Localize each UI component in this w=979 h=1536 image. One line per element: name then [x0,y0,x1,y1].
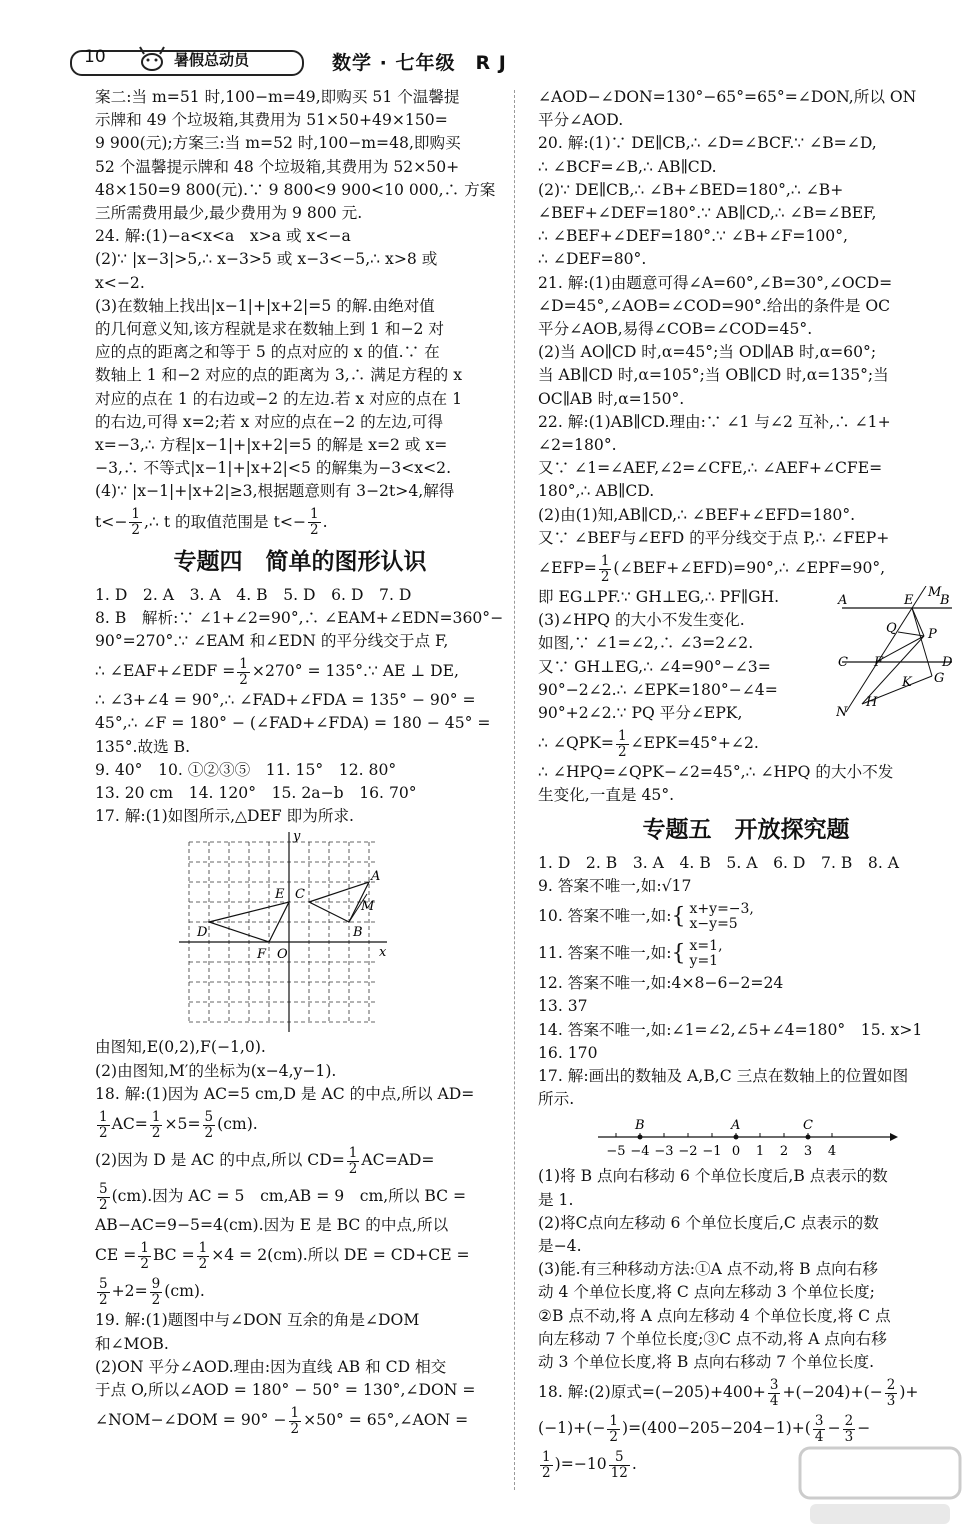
subject-title: 数学 · 七年级 R J [332,52,507,74]
numerator: 5 [204,1108,214,1125]
point-label: M [361,899,375,915]
text-line: 和∠MOB. [95,1334,169,1353]
paren: ) [554,1455,561,1474]
tick-label: 4 [827,1144,837,1160]
denominator: 2 [542,1464,551,1481]
denominator: 4 [814,1428,824,1445]
point-label: H [866,695,878,710]
text-line [95,1106,505,1142]
text-line: 9 900(元);方案三:当 m=52 时,100−m=48,即购买 [95,134,461,153]
text-run: ×50° = 65°,∠AON = [303,1411,469,1430]
text-line: 由图知,E(0,2),F(−1,0). [95,1038,266,1057]
text-run: =(400−205−204−1)+ [628,1419,805,1438]
fraction [203,1110,216,1141]
text-line: 所示. [538,1090,575,1109]
watermark-logo [790,1440,970,1530]
fraction [599,554,612,585]
denominator: 2 [609,1428,618,1445]
denominator: 12 [610,1464,628,1481]
denominator: 3 [844,1428,854,1445]
numerator: 1 [99,1108,108,1125]
text-run: t<− [95,512,128,531]
text-line: 90°−2∠2.∴ ∠EPK=180°−∠4= [538,680,778,699]
text-line: 数轴上 1 和−2 对应的点的距离为 3,∴ 满足方程的 x [95,366,463,385]
point-label: O [277,947,288,963]
brace: { [671,904,686,930]
brace: { [671,941,686,967]
text-line: (3)能.有三种移动方法:①A 点不动,将 B 点向右移 [538,1260,878,1279]
text-line: 即 EG⊥PF.∵ GH⊥EG,∴ PF∥GH. [538,588,780,607]
numerator: 1 [542,1448,551,1465]
text-run: (2)因为 D 是 AC 的中点,所以 CD= [95,1151,345,1170]
text-run: =−10 [560,1455,607,1474]
text-line: ∴ ∠BEF+∠DEF=180°.∵ ∠B+∠F=100°, [538,227,848,246]
text-run: 11. 答案不唯一,如: [538,944,672,963]
equation: y=1 [689,953,719,970]
point-label: A [731,1118,741,1134]
point-label: E [275,887,285,903]
text-line: ∠BEF+∠DEF=180°.∵ AB∥CD,∴ ∠B=∠BEF, [538,204,877,223]
text-line: (3)在数轴上找出|x−1|+|x+2|=5 的解.由绝对值 [95,296,435,315]
numerator: 1 [198,1239,208,1256]
denominator: 2 [204,1124,214,1141]
text-line [95,1402,505,1438]
text-run: 10. 答案不唯一,如: [538,907,672,926]
text-line: (2)当 AO∥CD 时,α=45°;当 OD∥AB 时,α=60°; [538,343,877,362]
text-run: ∴ ∠EAF+∠EDF = [95,662,236,681]
denominator: 2 [290,1420,300,1437]
numerator: 1 [600,552,610,569]
paren: ) [899,1383,906,1402]
fraction [885,1378,898,1409]
denominator: 2 [198,1255,208,1272]
paren: ) [621,1419,629,1438]
denominator: 2 [99,1291,108,1308]
text-run: CE = [95,1246,137,1265]
text-line [538,898,954,935]
text-line: 24. 解:(1)−a<x<a x>a 或 x<−a [95,227,351,246]
point-label: G [934,671,945,686]
fraction [616,729,629,760]
text-run: AC= [111,1115,148,1134]
fraction [237,657,250,688]
text-line: 19. 解:(1)题图中与∠DON 互余的角是∠DOM [95,1311,420,1330]
numerator: 1 [617,727,627,744]
fraction [197,1241,210,1272]
tick-label: 3 [803,1144,813,1160]
numerator: 3 [814,1412,824,1429]
fraction [289,1406,302,1437]
text-line: 18. 解:(1)因为 AC=5 cm,D 是 AC 的中点,所以 AD= [95,1084,475,1103]
paren: (− [863,1383,883,1402]
tick-label: −5 [606,1144,626,1160]
text-line: 180°,∴ AB∥CD. [538,482,655,501]
right-column [538,86,954,1482]
text-line: 48×150=9 800(元).∵ 9 800<9 900<10 000,∴ 方案 [95,180,496,199]
text-line: (2)由(1)知,AB∥CD,∴ ∠BEF+∠EFD=180°. [538,505,856,524]
text-line: (2)∵ DE∥CB,∴ ∠B+∠BED=180°,∴ ∠B+ [538,180,844,199]
denominator: 2 [140,1255,149,1272]
text-line: 于点 O,所以∠AOD = 180° − 50° = 130°,∠DON = [95,1380,476,1399]
text-line [538,935,954,972]
series-title: 暑假总动员 [174,51,250,69]
numerator: 1 [309,506,319,523]
tick-label: −4 [630,1144,650,1160]
text-line: −3,∴ 不等式|x−1|+|x+2|<5 的解集为−3<x<2. [95,459,452,478]
fraction [97,1110,110,1141]
tick-label: 1 [755,1144,765,1160]
text-line: ∠2=180°. [538,436,617,455]
text-line: 13. 20 cm 14. 120° 15. 2a−b 16. 70° [95,784,417,803]
text-line [538,1374,954,1410]
text-line: ∴ ∠3+∠4 = 90°,∴ ∠FAD+∠FDA = 135° − 90° = [95,691,476,710]
point-label: D [197,925,208,941]
text-line: 动 3 个单位长度,将 B 点向右移动 7 个单位长度. [538,1352,875,1371]
denominator: 2 [617,743,627,760]
fraction [347,1146,360,1177]
numerator: 5 [99,1180,108,1197]
text-line: 应的点的距离之和等于 5 的点对应的 x 的值.∵ 在 [95,343,440,362]
text-line [95,504,505,540]
text-line: ∴ ∠BCF=∠B,∴ AB∥CD. [538,157,717,176]
point-label: Q [886,621,897,636]
text-run: ∠EFP= [538,559,597,578]
fraction [138,1241,151,1272]
text-line: 8. B 解析:∵ ∠1+∠2=90°,∴ ∠EAM+∠EDN=360°− [95,608,504,627]
text-line: 的右边,可得 x=2;若 x 对应的点在−2 的左边,可得 [95,412,444,431]
numerator: 1 [290,1404,300,1421]
denominator: 2 [600,568,610,585]
point-label: P [928,627,937,642]
text-run: (∠BEF+∠EFD)=90°,∴ ∠EPF=90°, [613,559,886,578]
numerator: 2 [844,1412,854,1429]
text-line: ∠AOD−∠DON=130°−65°=65°=∠DON,所以 ON [538,88,917,106]
text-line [95,1237,505,1273]
text-line: 动 4 个单位长度,将 C 点向左移动 3 个单位长度; [538,1283,875,1302]
text-run: ∠EPK=45°+∠2. [630,734,759,753]
tick-label: −2 [678,1144,698,1160]
numerator: 9 [151,1275,161,1292]
page-number: 10 [84,47,106,67]
text-line: (1)将 B 点向右移动 6 个单位长度后,B 点表示的数 [538,1167,888,1186]
text-line: 平分∠AOD. [538,111,624,130]
text-run: (−1)+ [538,1419,587,1438]
parallel-lines-figure [836,586,956,716]
text-run: (cm).因为 AC = 5 cm,AB = 9 cm,所以 BC = [111,1187,467,1206]
text-line: 13. 37 [538,997,588,1016]
text-line: 9. 答案不唯一,如:√17 [538,876,692,895]
fraction [768,1378,781,1409]
text-run: ∠NOM−∠DOM = 90° − [95,1411,287,1430]
text-line [95,1273,505,1309]
point-label: C [295,887,305,903]
text-line: ∴ ∠HPQ=∠QPK−∠2=45°,∴ ∠HPQ 的大小不发 [538,763,894,782]
text-line: 22. 解:(1)AB∥CD.理由:∵ ∠1 与∠2 互补,∴ ∠1+ [538,412,891,431]
text-line: (4)∵ |x−1|+|x+2|≥3,根据题意则有 3−2t>4,解得 [95,482,455,501]
denominator: 2 [239,671,248,688]
point-label: B [635,1118,645,1134]
text-run: . [631,1455,637,1474]
left-column [95,86,505,1438]
text-line: 90°=270°.∵ ∠EAM 和∠EDN 的平分线交于点 F, [95,632,449,651]
text-line: (3)∠HPQ 的大小不发生变化. [538,611,745,630]
numerator: 1 [239,655,248,672]
text-line: 17. 解:(1)如图所示,△DEF 即为所求. [95,807,355,826]
text-line: 示牌和 49 个垃圾箱,其费用为 51×50+49×150= [95,111,448,130]
denominator: 4 [769,1392,779,1409]
denominator: 2 [131,522,140,539]
text-line: ②B 点不动,将 A 点向左移动 4 个单位长度,将 C 点 [538,1306,891,1325]
numerator: 3 [769,1376,779,1393]
text-line: 又∵ ∠1=∠AEF,∠2=∠CFE,∴ ∠AEF+∠CFE= [538,459,883,478]
text-line: 平分∠AOB,易得∠COB=∠COD=45°. [538,320,813,339]
numerator: 5 [99,1275,108,1292]
text-run: . [322,512,328,531]
section-title-4: 专题四 简单的图形认识 [173,548,427,575]
text-line [95,1178,505,1214]
text-run: ×4 = 2(cm).所以 DE = CD+CE = [211,1246,470,1265]
numerator: 2 [886,1376,896,1393]
text-run: ∴ ∠QPK= [538,734,614,753]
numerator: 5 [609,1450,630,1466]
fraction [150,1110,163,1141]
denominator: 3 [886,1392,896,1409]
text-line: 又∵ GH⊥EG,∴ ∠4=90°−∠3= [538,657,771,676]
text-line: ∠D=45°,∠AOB=∠COD=90°.给出的条件是 OC [538,296,891,315]
text-run: +2= [111,1282,148,1301]
column-divider [514,90,515,1490]
page-header [70,44,510,76]
text-run: (cm). [217,1115,258,1134]
equation-system [688,939,725,969]
text-run: ×270° = 135°.∵ AE ⊥ DE, [251,662,459,681]
equation: x−y=5 [689,916,738,933]
text-line: 9. 40° 10. ①②③⑤ 11. 15° 12. 80° [95,760,397,779]
fraction [129,507,142,538]
text-run: 18. 解:(2)原式=(−205)+400+ [538,1383,766,1402]
point-label: A [371,869,381,885]
fraction [607,1414,620,1445]
equation: x=1, [689,938,723,955]
text-line: 是−4. [538,1236,582,1255]
text-line: 14. 答案不唯一,如:∠1=∠2,∠5+∠4=180° 15. x>1 [538,1020,923,1039]
denominator: 2 [99,1124,108,1141]
text-line: 生变化,一直是 45°. [538,786,675,805]
text-line: 的几何意义知,该方程就是求在数轴上到 1 和−2 对 [95,320,445,339]
axis-label-x: x [379,945,387,961]
denominator: 2 [151,1124,161,1141]
text-line: 案二:当 m=51 时,100−m=49,即购买 51 个温馨提 [95,88,460,106]
point-label: M [928,586,942,600]
fraction [609,1450,630,1481]
text-run: AC=AD= [361,1151,435,1170]
number-line-figure [598,1117,898,1163]
axis-label-y: y [293,832,301,845]
point-label: C [838,655,848,670]
denominator: 2 [151,1291,161,1308]
text-line: 向左移动 7 个单位长度;③C 点不动,将 A 点向右移 [538,1329,887,1348]
point-label: K [902,675,912,690]
text-line: 17. 解:画出的数轴及 A,B,C 三点在数轴上的位置如图 [538,1066,909,1085]
text-line: 90°+2∠2.∵ PQ 平分∠EPK, [538,704,743,723]
numerator: 1 [609,1412,618,1429]
text-line: 当 AB∥CD 时,α=105°;当 OB∥CD 时,α=135°;当 [538,366,889,385]
denominator: 2 [309,522,319,539]
numerator: 1 [140,1239,149,1256]
text-line: 21. 解:(1)由题意可得∠A=60°,∠B=30°,∠OCD= [538,273,893,292]
numerator: 1 [348,1144,358,1161]
text-line: 1. D 2. B 3. A 4. B 5. A 6. D 7. B 8. A [538,853,900,872]
text-line: 又∵ ∠BEF与∠EFD 的平分线交于点 P,∴ ∠FEP+ [538,528,890,547]
text-run: ,∴ t 的取值范围是 t<− [144,512,306,531]
denominator: 2 [348,1160,358,1177]
numerator: 1 [131,506,140,523]
point-label: B [940,593,950,608]
fraction [308,507,321,538]
fraction [97,1277,110,1308]
mascot-icon [132,44,172,74]
text-line: ∴ ∠DEF=80°. [538,250,647,269]
fraction [540,1450,553,1481]
text-line [538,725,954,761]
text-line: OC∥AB 时,α=150°. [538,389,685,408]
equation-system [688,902,756,932]
text-line: 对应的点在 1 的右边或−2 的左边.若 x 对应的点在 1 [95,389,463,408]
point-label: F [874,655,884,670]
text-line: (2)由图知,M′的坐标为(x−4,y−1). [95,1061,337,1080]
text-run: + [905,1383,919,1402]
numerator: 1 [151,1108,161,1125]
tick-label: −3 [654,1144,674,1160]
fraction [150,1277,163,1308]
text-line: x<−2. [95,273,145,292]
text-line: 52 个温馨提示牌和 48 个垃圾箱,其费用为 52×50+ [95,157,460,176]
paren: (− [586,1419,606,1438]
point-label: E [904,593,914,608]
text-line: 1. D 2. A 3. A 4. B 5. D 6. D 7. D [95,585,412,604]
text-line: x=−3,∴ 方程|x−1|+|x+2|=5 的解是 x=2 或 x= [95,436,448,455]
text-line: AB−AC=9−5=4(cm).因为 E 是 BC 的中点,所以 [95,1216,449,1235]
point-label: N [836,705,848,716]
section-title-5: 专题五 开放探究题 [642,816,850,843]
denominator: 2 [99,1196,108,1213]
text-line: 是 1. [538,1190,574,1209]
text-run: − [827,1419,841,1438]
point-label: D [942,655,953,670]
equation: x+y=−3, [689,901,754,918]
text-line: (2)ON 平分∠AOD.理由:因为直线 AB 和 CD 相交 [95,1357,447,1376]
text-run: (cm). [164,1282,205,1301]
tick-label: −1 [702,1144,722,1160]
paren: − [857,1419,871,1438]
text-line: 16. 170 [538,1043,598,1062]
text-line: 如图,∵ ∠1=∠2,∴ ∠3=2∠2. [538,634,754,653]
text-line: 135°.故选 B. [95,737,191,756]
point-label: A [838,593,848,608]
point-label: B [353,925,363,941]
text-run: ×5= [164,1115,201,1134]
coordinate-grid-figure [177,832,387,1032]
text-line: 20. 解:(1)∵ DE∥CB,∴ ∠D=∠BCF.∵ ∠B=∠D, [538,134,877,153]
text-line: 45°,∴ ∠F = 180° − (∠FAD+∠FDA) = 180 − 45° = [95,714,491,733]
text-line: (2)将C点向左移动 6 个单位长度后,C 点表示的数 [538,1213,879,1232]
text-line [538,550,954,586]
text-line [95,653,505,689]
text-line [95,1142,505,1178]
fraction [97,1182,110,1213]
point-label: F [257,947,267,963]
point-label: C [803,1118,813,1134]
text-line: 三所需费用最少,最少费用为 9 800 元. [95,204,363,223]
paren: ( [804,1419,811,1438]
text-line: 12. 答案不唯一,如:4×8−6−2=24 [538,974,784,993]
tick-label: 2 [779,1144,789,1160]
text-run: +(−204)+ [782,1383,864,1402]
tick-label: 0 [731,1144,741,1160]
text-run: BC = [152,1246,195,1265]
text-line: (2)∵ |x−3|>5,∴ x−3>5 或 x−3<−5,∴ x>8 或 [95,250,438,269]
